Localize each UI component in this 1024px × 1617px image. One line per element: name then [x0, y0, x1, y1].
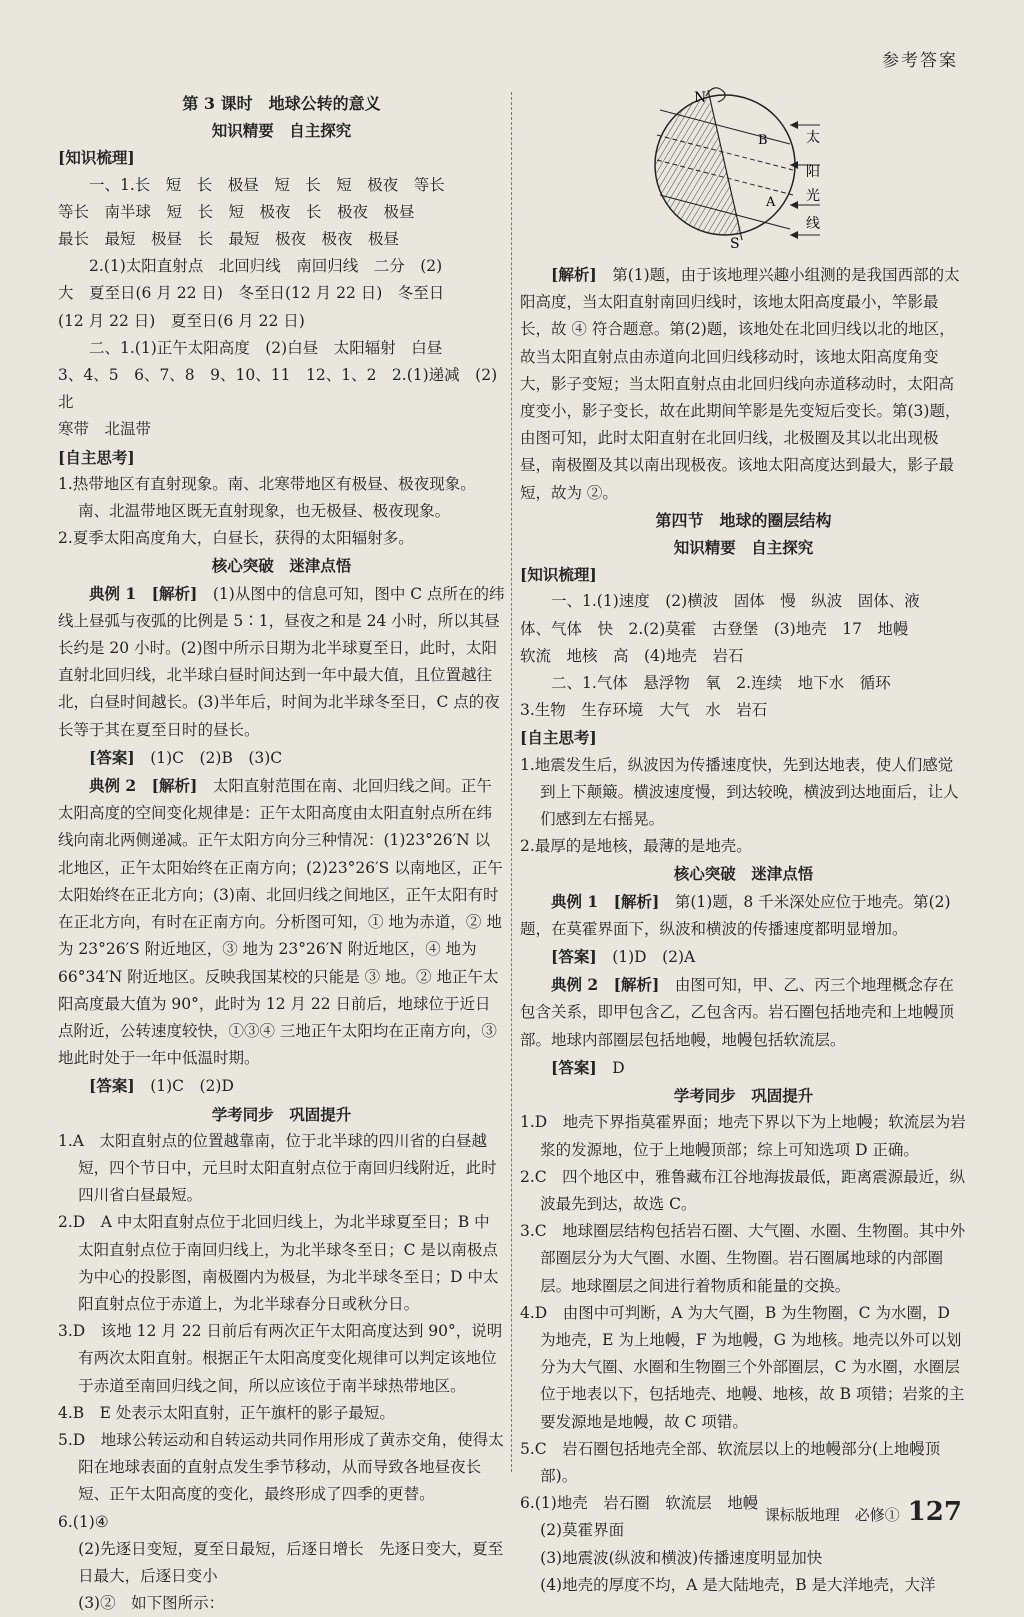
text-line: 最长 最短 极昼 长 最短 极夜 极夜 极昼 [58, 230, 400, 249]
section-title: 核心突破 迷津点悟 [673, 864, 814, 884]
question: 1.A 太阳直射点的位置越靠南，位于北半球的四川省的白昼越短，四个节日中，元旦时太阳直射点位于南回归线附近，此时四川省白昼最短。 [58, 1131, 497, 1205]
sun-label-2: 阳 [806, 164, 820, 180]
text-line: (12 月 22 日) 夏至日(6 月 22 日) [58, 311, 305, 330]
label-n: N [694, 90, 707, 106]
earth-diagram [520, 80, 967, 255]
analysis [520, 261, 967, 507]
example-label: 典例 1 [解析] [551, 891, 660, 911]
example-text: 由图可知，甲、乙、丙三个地理概念存在包含关系，即甲包含乙，乙包含丙。岩石圈包括地壳和上地幔顶部。地球内部圈层包括地幔，地幔包括软流层。 [520, 976, 955, 1049]
question-part: (3)地震波(纵波和横波)传播速度明显加快 [540, 1548, 823, 1567]
left-column [58, 90, 505, 1617]
question: 4.B E 处表示太阳直射，正午旗杆的影子最短。 [58, 1403, 395, 1422]
sun-label-1: 太 [806, 130, 820, 146]
earth-diagram-svg [520, 80, 967, 255]
example-text: 太阳直射范围在南、北回归线之间。正午太阳高度的空间变化规律是：正午太阳高度由太阳直射点所在纬线向南北两侧递减。正午太阳方向分三种情况：(1)23°26′N 以北地区，正午太阳始终在正南方向；(2)23°26′S 以南地区，正午太阳始终在正北方向；(3)南、北回归线之间地区，正午太阳有时在正北方向，有时在正南方向。分析图可知，① 地为赤道，② 地为 23°26′S 附近地区，③ 地为 23°26′N 附近地区，④ 地为 66°34′N 附近地区。反映我国某校的只能是 ③ 地。② 地正午太阳高度最大值为 90°，此时为 12 月 22 日前后，地球位于近日点附近，公转速度较快，①③④ 三地正午太阳均在正南方向，③ 地此时处于一年中低温时期。 [58, 777, 503, 1068]
question: 4.D 由图中可判断，A 为大气圈，B 为生物圈，C 为水圈，D 为地壳，E 为上地幔，F 为地幔，G 为地核。地壳以外可以划分为大气圈、水圈和生物圈三个外部圈层，C 为水圈，水圈层位于地表以下，包括地壳、地幔、地核，故 B 项错；岩浆的主要发源地是地幔，故 C 项错。 [520, 1303, 965, 1431]
analysis-label: [解析] [551, 265, 597, 284]
question: 5.D 地球公转运动和自转运动共同作用形成了黄赤交角，使得太阳在地球表面的直射点发生季节移动，从而导致各地昼夜长短、正午太阳高度的变化，最终形成了四季的更替。 [58, 1430, 504, 1504]
section-title: 学考同步 巩固提升 [673, 1086, 814, 1106]
text-line: 一、1.长 短 长 极昼 短 长 短 极夜 等长 [89, 175, 445, 194]
page-header: 参考答案 [882, 51, 958, 71]
question: 2.C 四个地区中，雅鲁藏布江谷地海拔最低，距离震源最近，纵波最先到达，故选 C。 [520, 1167, 966, 1213]
question: 1.D 地壳下界指莫霍界面；地壳下界以下为上地幔；软流层为岩浆的发源地，位于上地幔顶部；综上可知选项 D 正确。 [520, 1113, 966, 1159]
label-b: B [758, 133, 768, 148]
answer-text: (1)D (2)A [612, 948, 696, 967]
tag-knowledge: [知识梳理] [520, 565, 597, 585]
example-label: 典例 1 [解析] [89, 583, 198, 603]
example-1 [520, 888, 967, 943]
question: 3.D 该地 12 月 22 日前后有两次正午太阳高度达到 90°，说明有两次太阳直射。根据正午太阳高度变化规律可以判定该地位于赤道至南回归线之间，所以应该位于南半球热带地区。 [58, 1322, 503, 1395]
text-line: 3、4、5 6、7、8 9、10、11 12、1、2 2.(1)递减 (2)北 [58, 366, 498, 412]
lesson-title: 第 3 课时 地球公转的意义 [182, 94, 381, 113]
text-line: 一、1.(1)速度 (2)横波 固体 慢 纵波 固体、液 [551, 592, 920, 611]
text-line: 2.最厚的是地核，最薄的是地壳。 [520, 837, 752, 856]
sun-label-4: 线 [806, 216, 820, 232]
example-1 [58, 580, 505, 744]
text-line: 寒带 北温带 [58, 420, 152, 439]
section-title: 学考同步 巩固提升 [211, 1104, 352, 1124]
right-column [520, 80, 967, 1599]
question-part: (4)地壳的厚度不均，A 是大陆地壳，B 是大洋地壳，大洋 [540, 1575, 936, 1594]
page-footer [765, 1497, 962, 1527]
example-2 [520, 971, 967, 1054]
tag-knowledge: [知识梳理] [58, 148, 135, 168]
text-line: 大 夏至日(6 月 22 日) 冬至日(12 月 22 日) 冬至日 [58, 284, 445, 303]
question-part: (2)莫霍界面 [540, 1521, 625, 1540]
example-1-answer [58, 744, 505, 772]
label-s: S [730, 236, 740, 252]
page-number: 127 [907, 1497, 962, 1527]
answer-label: [答案] [551, 947, 597, 967]
answer-text: (1)C (2)D [150, 1077, 234, 1096]
example-2-answer [58, 1072, 505, 1100]
book-name: 课标版地理 必修① [764, 1506, 900, 1524]
example-label: 典例 2 [解析] [89, 776, 198, 796]
tag-think: [自主思考] [58, 447, 135, 467]
question: 6.(1)地壳 岩石圈 软流层 地幔 [520, 1494, 759, 1513]
text-line: 1.地震发生后，纵波因为传播速度快，先到达地表，使人们感觉到上下颠簸。横波速度慢，到达较晚，横波到达地面后，让人们感到左右摇晃。 [520, 755, 959, 829]
question: 5.C 岩石圈包括地壳全部、软流层以上的地幔部分(上地幔顶部)。 [520, 1439, 941, 1485]
section-heading: 第四节 地球的圈层结构 [655, 510, 832, 530]
question: 3.C 地球圈层结构包括岩石圈、大气圈、水圈、生物圈。其中外部圈层分为大气圈、水圈、生物圈。岩石圈属地球的内部圈层。地球圈层之间进行着物质和能量的交换。 [520, 1222, 966, 1295]
text-line: 二、1.(1)正午太阳高度 (2)白昼 太阳辐射 白昼 [89, 338, 443, 357]
example-text: 第(1)题，8 千米深处应位于地壳。第(2)题，在莫霍界面下，纵波和横波的传播速度都明显增加。 [520, 892, 951, 938]
text-line: 2.(1)太阳直射点 北回归线 南回归线 二分 (2) [89, 257, 443, 276]
section-title: 知识精要 自主探究 [673, 538, 814, 558]
text-line: 2.夏季太阳高度角大，白昼长，获得的太阳辐射多。 [58, 529, 414, 548]
question-part: (3)② 如下图所示： [78, 1594, 225, 1613]
answer-text: (1)C (2)B (3)C [150, 748, 283, 767]
analysis-text: 第(1)题，由于该地理兴趣小组测的是我国西部的太阳高度，当太阳直射南回归线时，该地太阳高度最小，竿影最长，故 ④ 符合题意。第(2)题，该地处在北回归线以北的地区，故当太阳直射点由赤道向北回归线移动时，该地太阳高度角变大，影子变短；当太阳直射点由北回归线向赤道移动时，太阳高度变小，影子变长，故在此期间竿影是先变短后变长。第(3)题，由图可知，此时太阳直射在北回归线，北极圈及其以北出现极昼，南极圈及其以南出现极夜。该地太阳高度达到最大，影子最短，故为 ②。 [520, 266, 961, 502]
section-title: 核心突破 迷津点悟 [211, 556, 352, 576]
answer-label: [答案] [551, 1057, 597, 1077]
sun-label-3: 光 [806, 188, 820, 204]
answer-label: [答案] [89, 1076, 135, 1096]
example-2-answer [520, 1054, 967, 1082]
column-divider [511, 92, 512, 1472]
example-label: 典例 2 [解析] [551, 975, 660, 995]
section-title: 知识精要 自主探究 [211, 121, 352, 141]
example-1-answer [520, 943, 967, 971]
text-line: 等长 南半球 短 长 短 极夜 长 极夜 极昼 [58, 202, 415, 221]
question: 2.D A 中太阳直射点位于北回归线上，为北半球夏至日；B 中太阳直射点位于南回归线上，为北半球冬至日；C 是以南极点为中心的投影图，南极圈内为极昼，为北半球冬至日；D 中太阳直射点位于赤道上，为北半球春分日或秋分日。 [58, 1213, 499, 1313]
example-text: (1)从图中的信息可知，图中 C 点所在的纬线上昼弧与夜弧的比例是 5∶1，昼夜之和是 24 小时，所以其昼长约是 20 小时。(2)图中所示日期为北半球夏至日，此时，太阳直射北回归线，北半球白昼时间达到一年中最大值，且位置越往北，白昼时间越长。(3)半年后，时间为北半球冬至日，C 点的夜长等于其在夏至日时的昼长。 [58, 584, 505, 739]
text-line: 3.生物 生存环境 大气 水 岩石 [520, 701, 768, 720]
answer-label: [答案] [89, 747, 135, 767]
text-line: 1.热带地区有直射现象。南、北寒带地区有极昼、极夜现象。南、北温带地区既无直射现象，也无极昼、极夜现象。 [58, 474, 476, 521]
tag-think: [自主思考] [520, 728, 597, 748]
question-part: (2)先逐日变短，夏至日最短，后逐日增长 先逐日变大，夏至日最大，后逐日变小 [78, 1539, 504, 1585]
example-2 [58, 772, 505, 1072]
question: 6.(1)④ [58, 1512, 109, 1531]
answer-text: D [612, 1058, 625, 1077]
text-line: 二、1.气体 悬浮物 氧 2.连续 地下水 循环 [551, 674, 891, 693]
text-line: 体、气体 快 2.(2)莫霍 古登堡 (3)地壳 17 地幔 [520, 619, 909, 638]
text-line: 软流 地核 高 (4)地壳 岩石 [520, 646, 744, 665]
label-a: A [766, 195, 776, 210]
